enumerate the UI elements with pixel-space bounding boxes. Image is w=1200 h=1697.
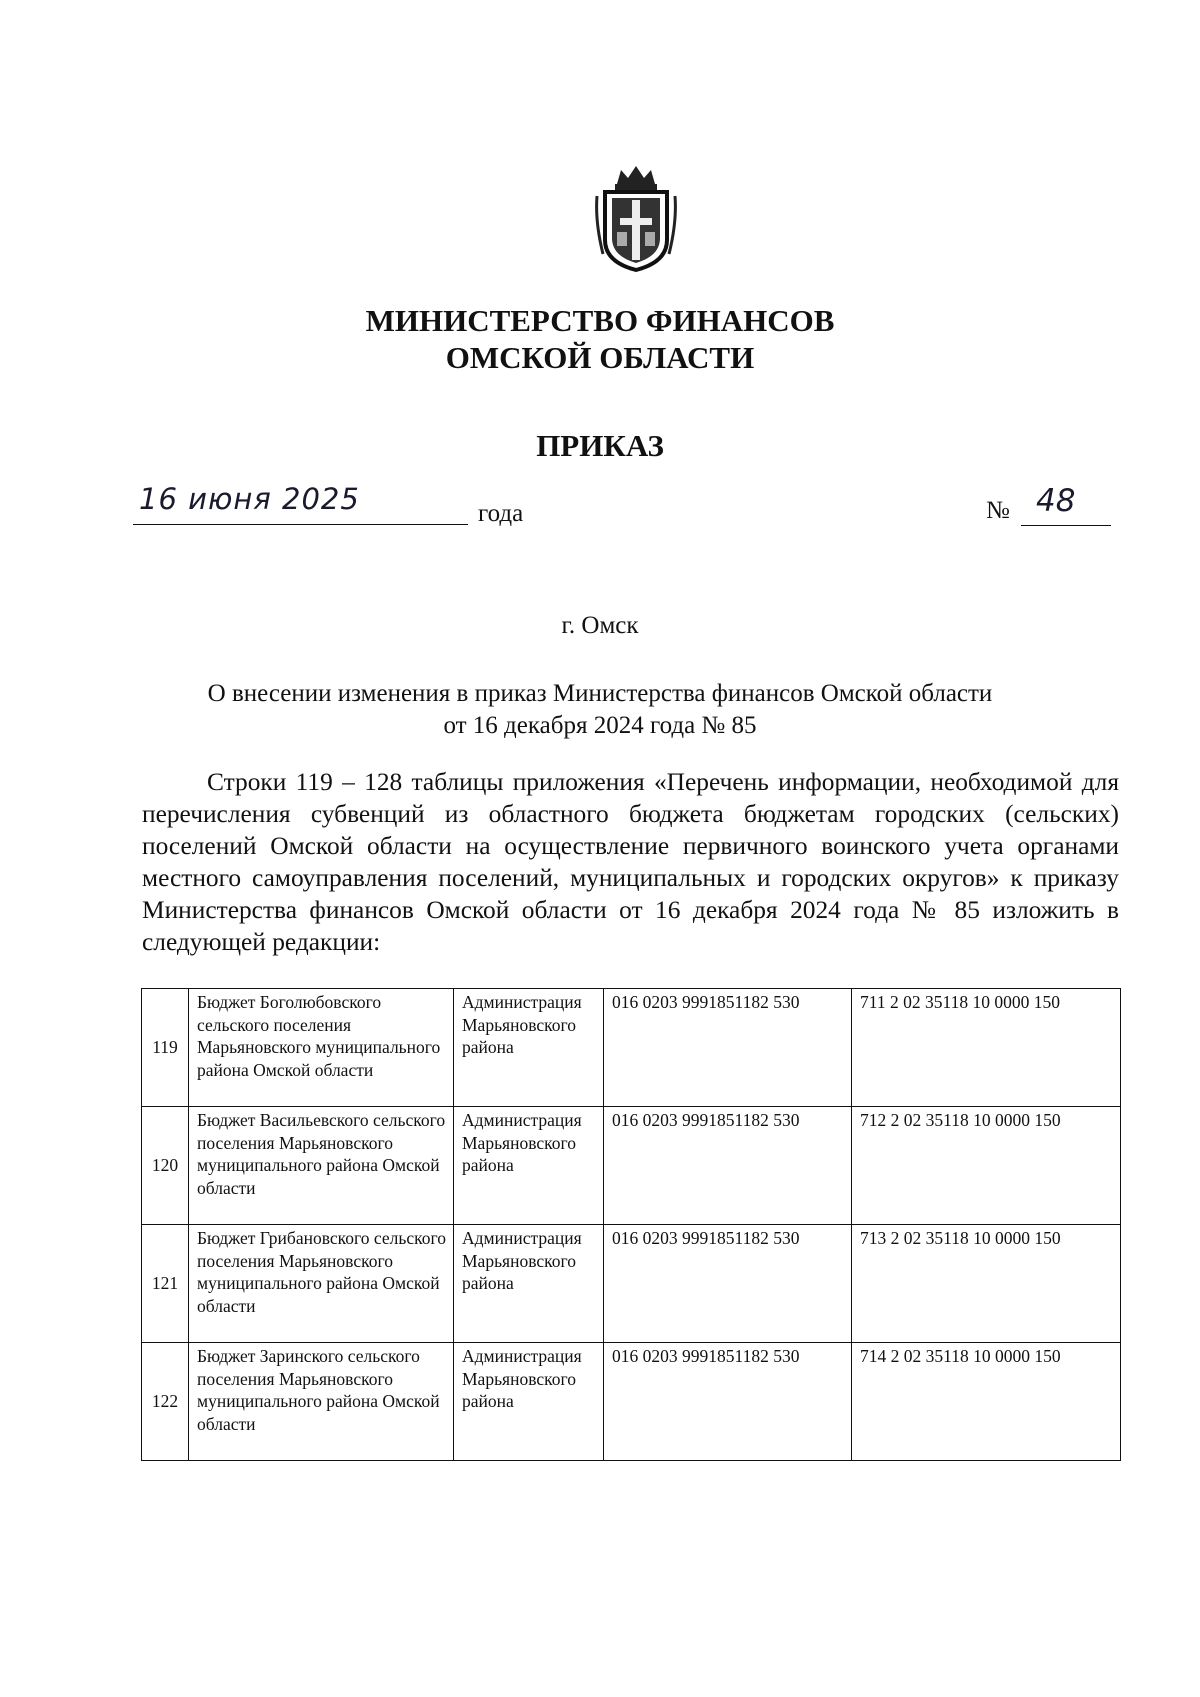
order-subject: [0, 678, 1200, 742]
city: г. Омск: [561, 612, 639, 639]
ministry-name-line1: МИНИСТЕРСТВО ФИНАНСОВ: [365, 303, 835, 338]
budget-name: Бюджет Боголюбовского сельского поселения Марьяновского муниципального района Омской области: [189, 989, 454, 1107]
revenue-code: 711 2 02 35118 10 0000 150: [852, 989, 1121, 1107]
table-row: [142, 1107, 1121, 1225]
expense-code: 016 0203 9991851182 530: [604, 989, 852, 1107]
administrator: Администрация Марьяновского района: [454, 1343, 604, 1461]
ministry-name-line2: ОМСКОЙ ОБЛАСТИ: [445, 340, 755, 375]
body-paragraph: Строки 119 – 128 таблицы приложения «Перечень информации, необходимой для перечисления субвенций из областного бюджета бюджетам городских (сельских) поселений Омской области на осуществление первичного воинского учета органами местного самоуправления поселений, муниципальных и городских округов» к приказу Министерства финансов Омской области от 16 декабря 2024 года № 85 изложить в следующей редакции:: [142, 768, 1119, 956]
subject-line1: О внесении изменения в приказ Министерства финансов Омской области: [207, 680, 993, 707]
number-underline: [1021, 525, 1111, 526]
expense-code: 016 0203 9991851182 530: [604, 1107, 852, 1225]
administrator: Администрация Марьяновского района: [454, 989, 604, 1107]
revenue-code: 712 2 02 35118 10 0000 150: [852, 1107, 1121, 1225]
row-number: 119: [142, 989, 189, 1107]
budget-name: Бюджет Васильевского сельского поселения Марьяновского муниципального района Омской области: [189, 1107, 454, 1225]
date-underline: [133, 524, 468, 525]
expense-code: 016 0203 9991851182 530: [604, 1225, 852, 1343]
handwritten-number: 48: [1036, 483, 1076, 519]
budget-table: [141, 988, 1121, 1461]
budget-name: Бюджет Заринского сельского поселения Марьяновского муниципального района Омской области: [189, 1343, 454, 1461]
revenue-code: 713 2 02 35118 10 0000 150: [852, 1225, 1121, 1343]
revenue-code: 714 2 02 35118 10 0000 150: [852, 1343, 1121, 1461]
year-word: года: [478, 500, 524, 527]
table-row: [142, 1225, 1121, 1343]
expense-code: 016 0203 9991851182 530: [604, 1343, 852, 1461]
table-row: [142, 1343, 1121, 1461]
table-row: [142, 989, 1121, 1107]
administrator: Администрация Марьяновского района: [454, 1225, 604, 1343]
row-number: 120: [142, 1107, 189, 1225]
row-number: 122: [142, 1343, 189, 1461]
budget-name: Бюджет Грибановского сельского поселения Марьяновского муниципального района Омской области: [189, 1225, 454, 1343]
subject-line2: от 16 декабря 2024 года № 85: [443, 712, 757, 739]
document-type-title: ПРИКАЗ: [536, 428, 664, 463]
row-number: 121: [142, 1225, 189, 1343]
date-field: [133, 482, 473, 526]
number-sign: №: [986, 497, 1010, 524]
handwritten-date: 16 июня 2025: [139, 482, 360, 516]
administrator: Администрация Марьяновского района: [454, 1107, 604, 1225]
coat-of-arms-icon: [595, 162, 677, 272]
